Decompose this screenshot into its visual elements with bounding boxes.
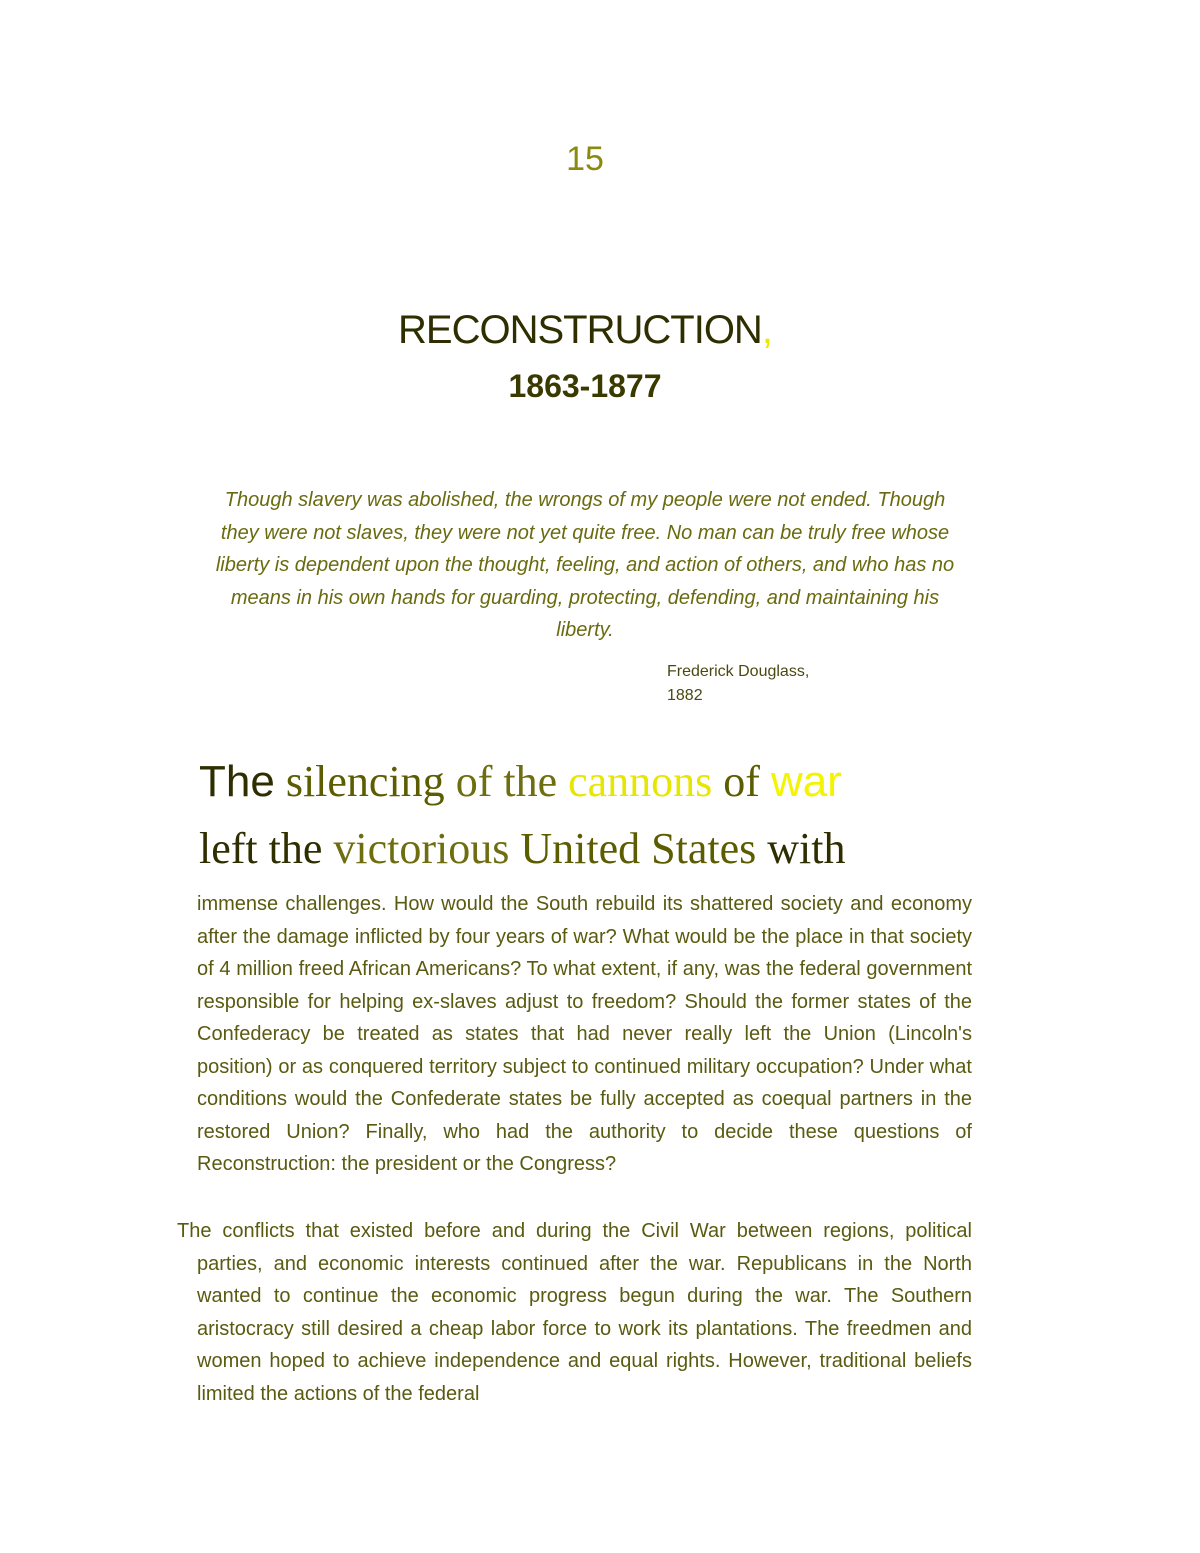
lead-word: left the — [199, 824, 323, 873]
body-paragraph-1: immense challenges. How would the South rebuild its shattered society and economy after the damage inflicted by four years of war? What would be the place in that society of 4 million freed African Americans? To what extent, if any, was the federal government responsible for helping ex-slaves adjust to freedom? Should the former states of the Confederacy be treated as states that had never really left the Union (Lincoln's position) or as conquered territory subject to continued military occupation? Under what conditions would the Confederate states be fully accepted as coequal partners in the restored Union? Finally, who had the authority to decide these questions of Reconstruction: the president or the Congress? — [197, 893, 972, 1175]
chapter-years: 1863-1877 — [508, 368, 662, 404]
chapter-title-comma: , — [761, 308, 772, 352]
lead-word: United States — [520, 824, 757, 873]
lead-word: of the — [455, 757, 558, 806]
lead-word: victorious — [333, 824, 510, 873]
chapter-title-text: RECONSTRUCTION — [398, 308, 762, 352]
lead-word: The — [199, 757, 275, 806]
epigraph-attribution — [667, 660, 809, 708]
lead-sentence — [199, 748, 959, 882]
lead-line-2 — [199, 815, 959, 882]
body-paragraph-2: The conflicts that existed before and during the Civil War between regions, political parties, and economic interests continued after the war. Republicans in the North wanted to continue the economic progress begun during the war. The Southern aristocracy still desired a cheap labor force to work its plantations. The freedmen and women hoped to achieve independence and equal rights. However, traditional beliefs limited the actions of the federal — [177, 1220, 972, 1405]
lead-line-1 — [199, 748, 959, 815]
lead-word: of — [723, 757, 760, 806]
chapter-number: 15 — [566, 140, 604, 178]
lead-word: war — [770, 757, 842, 806]
quote-author: Frederick Douglass, — [667, 663, 810, 680]
lead-word: with — [767, 824, 846, 873]
lead-word: silencing — [285, 757, 445, 806]
quote-year: 1882 — [667, 687, 703, 704]
chapter-title — [0, 308, 1170, 353]
lead-word: cannons — [568, 757, 713, 806]
epigraph-quote: Though slavery was abolished, the wrongs of my people were not ended. Though they were not slaves, they were not yet quite free. No man can be truly free whose liberty is dependent upon the thought, feeling, and action of others, and who has no means in his own hands for guarding, protecting, defending, and maintaining his liberty. — [215, 489, 955, 641]
